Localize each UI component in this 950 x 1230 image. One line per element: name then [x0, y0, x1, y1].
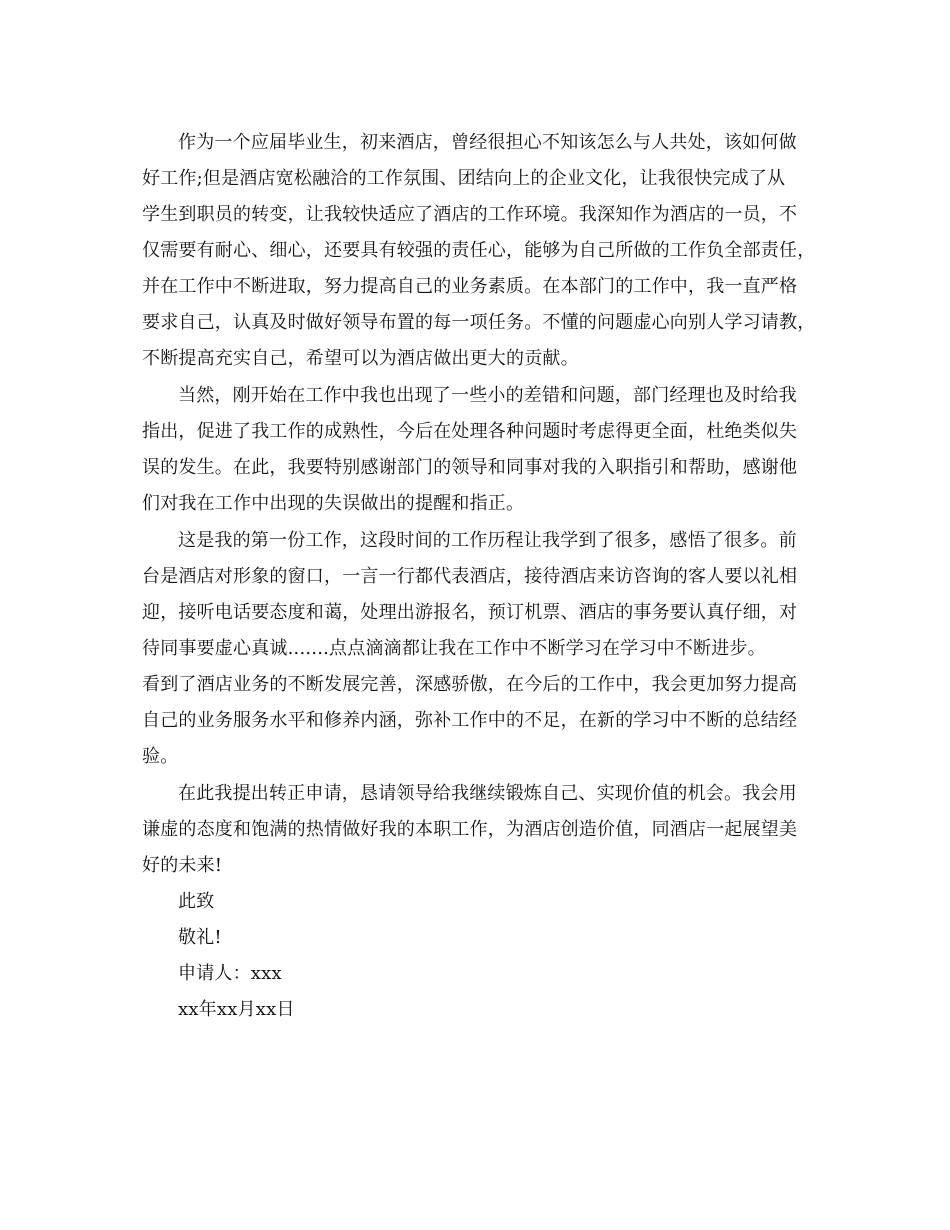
text-line: 误的发生。在此，我要特别感谢部门的领导和同事对我的入职指引和帮助，感谢他 — [142, 457, 798, 478]
text-line: 要求自己，认真及时做好领导布置的每一项任务。不懂的问题虚心向别人学习请教， — [142, 312, 816, 333]
text-line: 台是酒店对形象的窗口，一言一行都代表酒店，接待酒店来访咨询的客人要以礼相 — [142, 566, 798, 587]
text-line: 指出，促进了我工作的成熟性，今后在处理各种问题时考虑得更全面，杜绝类似失 — [142, 421, 798, 442]
text-line: 不断提高充实自己，希望可以为酒店做出更大的贡献。 — [142, 348, 579, 369]
text-line: 这是我的第一份工作，这段时间的工作历程让我学到了很多，感悟了很多。前 — [178, 530, 797, 551]
closing-salutation: 此致 — [178, 891, 215, 912]
text-line: 验。 — [142, 746, 179, 767]
text-line: 看到了酒店业务的不断发展完善，深感骄傲，在今后的工作中，我会更加努力提高 — [142, 674, 798, 695]
text-line: 迎，接听电话要态度和蔼，处理出游报名，预订机票、酒店的事务要认真仔细，对 — [142, 602, 798, 623]
text-line: 仅需要有耐心、细心，还要具有较强的责任心，能够为自己所做的工作负全部责任， — [142, 240, 816, 261]
text-line: 好工作;但是酒店宽松融洽的工作氛围、团结向上的企业文化，让我很快完成了从 — [142, 168, 786, 189]
text-line: 当然，刚开始在工作中我也出现了一些小的差错和问题，部门经理也及时给我 — [178, 385, 797, 406]
text-line: 谦虚的态度和饱满的热情做好我的本职工作，为酒店创造价值，同酒店一起展望美 — [142, 819, 798, 840]
text-line: 们对我在工作中出现的失误做出的提醒和指正。 — [142, 493, 525, 514]
text-line: 待同事要虚心真诚.......点点滴滴都让我在工作中不断学习在学习中不断进步。 — [142, 638, 766, 659]
text-line: 作为一个应届毕业生，初来酒店，曾经很担心不知该怎么与人共处，该如何做 — [178, 132, 797, 153]
text-line: 学生到职员的转变，让我较快适应了酒店的工作环境。我深知作为酒店的一员，不 — [142, 204, 798, 225]
text-line: 在此我提出转正申请，恳请领导给我继续锻炼自己、实现价值的机会。我会用 — [178, 783, 797, 804]
text-line: 好的未来! — [142, 855, 223, 876]
closing-respect: 敬礼! — [178, 927, 222, 948]
applicant-line: 申请人：xxx — [178, 963, 282, 984]
text-line: 自己的业务服务水平和修养内涵，弥补工作中的不足，在新的学习中不断的总结经 — [142, 710, 798, 731]
text-line: 并在工作中不断进取，努力提高自己的业务素质。在本部门的工作中，我一直严格 — [142, 276, 798, 297]
date-line: xx年xx月xx日 — [178, 999, 295, 1020]
